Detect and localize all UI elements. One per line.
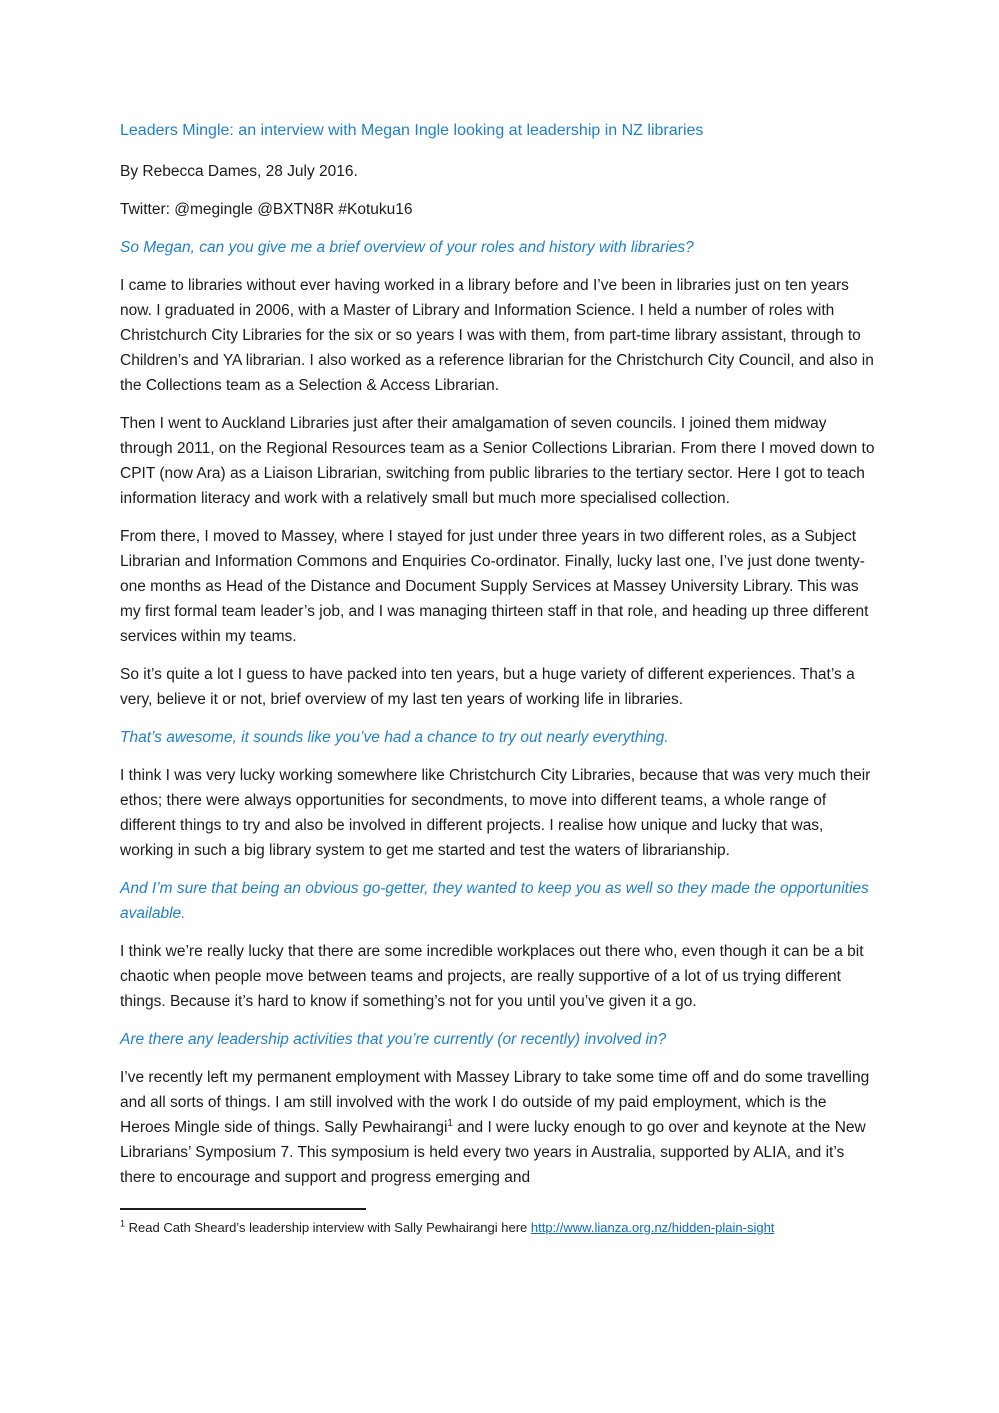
footnote-reference-marker: 1 [447,1117,453,1129]
answer-paragraph-6: I think we’re really lucky that there are some incredible workplaces out there who, even though it can be a bit chaotic when people move between teams and projects, are really supportive of a lot of us trying different things. Because it’s hard to know if something’s not for you until you’ve given it a go. [120,943,864,1010]
footnote-link[interactable]: http://www.lianza.org.nz/hidden-plain-sight [530,1220,775,1235]
answer-paragraph-1: I came to libraries without ever having worked in a library before and I’ve been in libraries just on ten years now. I graduated in 2006, with a Master of Library and Information Science. I held a number of roles with Christchurch City Libraries for the six or so years I was with them, from part-time library assistant, through to Children’s and YA librarian. I also worked as a reference librarian for the Christchurch City Council, and also in the Collections team as a Selection & Access Librarian. [120,277,874,394]
footnote-separator [120,1208,366,1210]
answer-7-text-after: and I were lucky enough to go over and keynote at the New Librarians’ Symposium 7. This symposium is held every two years in Australia, supported by ALIA, and it’s there to encourage and support and progress emerging and [120,1119,866,1186]
footnote-text [120,1218,878,1237]
footnote-section [120,1208,878,1237]
answer-paragraph-7 [120,1065,878,1190]
footnote-body: Read Cath Sheard’s leadership interview with Sally Pewhairangi here [125,1220,531,1235]
answer-paragraph-4: So it’s quite a lot I guess to have packed into ten years, but a huge variety of different experiences. That’s a very, believe it or not, brief overview of my last ten years of working life in libraries. [120,666,855,708]
answer-paragraph-5: I think I was very lucky working somewhere like Christchurch City Libraries, because that was very much their ethos; there were always opportunities for secondments, to move into different teams, a whole range of different things to try and also be involved in different projects. I realise how unique and lucky that was, working in such a big library system to get me started and test the waters of librarianship. [120,767,871,859]
interview-question-4: Are there any leadership activities that you’re currently (or recently) involved in? [120,1031,667,1048]
interview-question-2: That’s awesome, it sounds like you’ve had a chance to try out nearly everything. [120,729,669,746]
document-title: Leaders Mingle: an interview with Megan Ingle looking at leadership in NZ libraries [120,122,704,139]
answer-7-text-before: I’ve recently left my permanent employment with Massey Library to take some time off and do some travelling and all sorts of things. I am still involved with the work I do outside of my paid employment, which is the Heroes Mingle side of things. Sally Pewhairangi [120,1069,870,1136]
answer-paragraph-3: From there, I moved to Massey, where I stayed for just under three years in two different roles, as a Subject Librarian and Information Commons and Enquiries Co-ordinator. Finally, lucky last one, I’ve just done twenty-one months as Head of the Distance and Document Supply Services at Massey University Library. This was my first formal team leader’s job, and I was managing thirteen staff in that role, and heading up three different services within my teams. [120,528,869,645]
twitter-line: Twitter: @megingle @BXTN8R #Kotuku16 [120,201,413,218]
interview-question-1: So Megan, can you give me a brief overview of your roles and history with libraries? [120,239,694,256]
footnote-marker: 1 [120,1218,126,1229]
interview-question-3: And I’m sure that being an obvious go-getter, they wanted to keep you as well so they made the opportunities available. [120,880,869,922]
answer-paragraph-2: Then I went to Auckland Libraries just after their amalgamation of seven councils. I joined them midway through 2011, on the Regional Resources team as a Senior Collections Librarian. From there I moved down to CPIT (now Ara) as a Liaison Librarian, switching from public libraries to the tertiary sector. Here I got to teach information literacy and work with a relatively small but much more specialised collection. [120,415,875,507]
byline: By Rebecca Dames, 28 July 2016. [120,163,358,180]
